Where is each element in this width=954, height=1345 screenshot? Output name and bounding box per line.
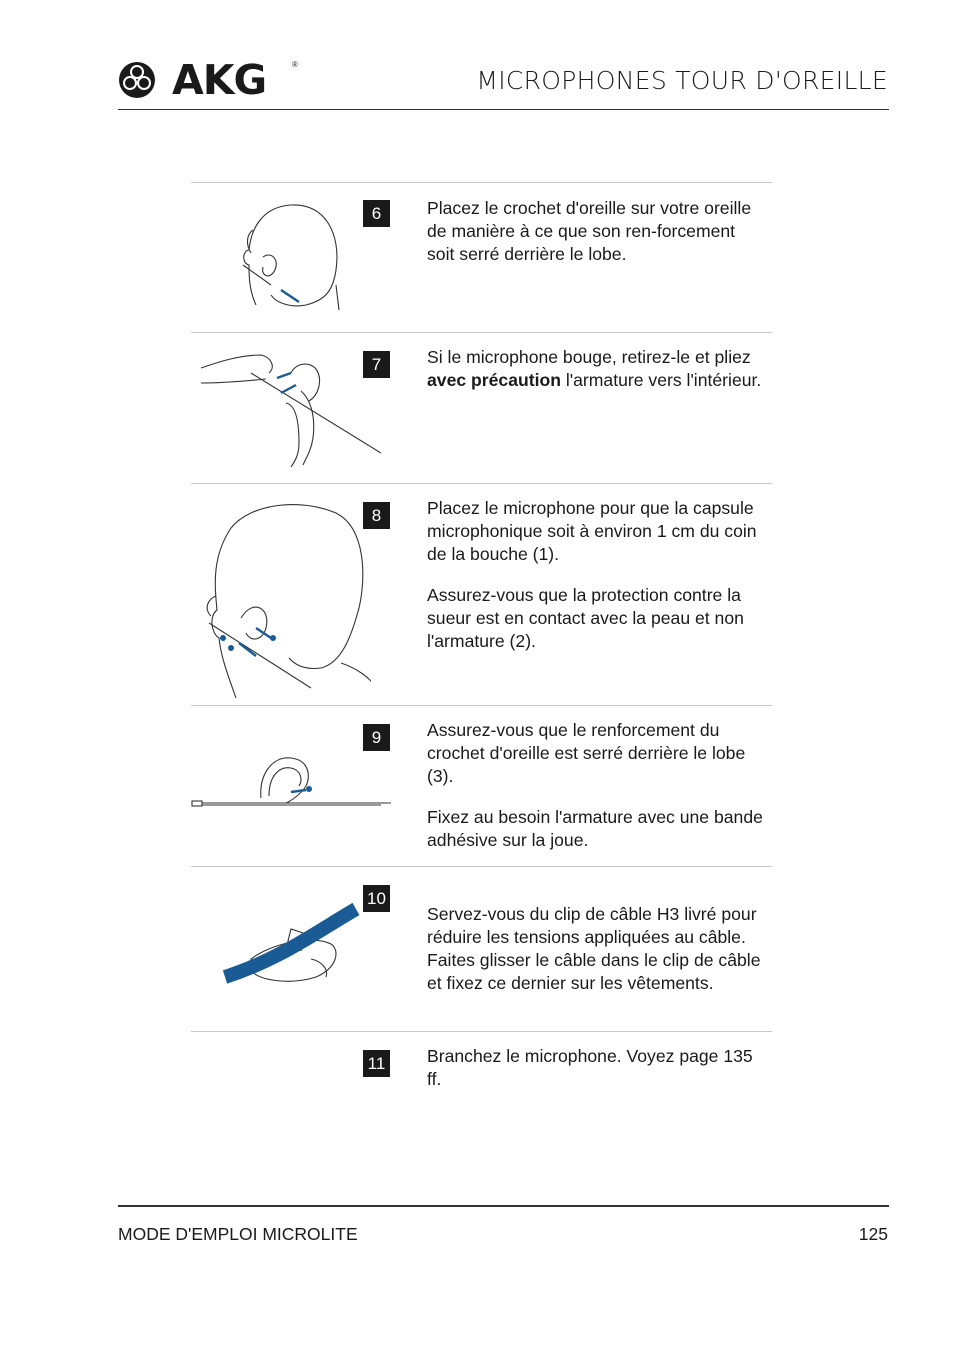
step-text <box>427 1045 767 1109</box>
step-text <box>427 719 767 870</box>
step-number-badge: 10 <box>363 885 390 912</box>
step-text <box>427 197 767 284</box>
step-paragraph: Assurez-vous que le renforcement du crochet d'oreille est serré derrière le lobe (3). <box>427 720 746 786</box>
step-number-badge: 9 <box>363 724 390 751</box>
step-paragraph: Placez le microphone pour que la capsule microphonique soit à environ 1 cm du coin de la bouche (1). <box>427 498 757 564</box>
step-paragraph: Placez le crochet d'oreille sur votre oreille de manière à ce que son ren-forcement soit serré derrière le lobe. <box>427 198 752 264</box>
step-text <box>427 497 767 671</box>
manual-title: MODE D'EMPLOI MICROLITE <box>118 1224 358 1244</box>
akg-emblem-icon <box>118 58 168 102</box>
step-8 <box>191 483 772 706</box>
step-paragraph: Branchez le microphone. Voyez page 135 ff. <box>427 1046 753 1089</box>
step-text <box>427 346 767 410</box>
page-title: MICROPHONES TOUR D'OREILLE <box>476 66 888 95</box>
step-7 <box>191 332 772 484</box>
step-10 <box>191 866 772 1032</box>
step-text-emphasis: avec précaution <box>427 370 561 390</box>
step-text <box>427 880 767 1036</box>
step-number-badge: 6 <box>363 200 390 227</box>
page-number: 125 <box>858 1224 888 1244</box>
ear-hook-side-view-illustration <box>191 746 391 816</box>
step-11 <box>191 1031 772 1122</box>
footer-divider <box>118 1205 889 1207</box>
step-paragraph: Assurez-vous que la protection contre la sueur est en contact avec la peau et non l'armature (2). <box>427 585 744 651</box>
registered-mark: ® <box>292 60 298 69</box>
cable-clip-illustration <box>191 889 371 999</box>
akg-logo <box>118 58 300 102</box>
step-text-end: l'armature vers l'intérieur. <box>560 370 762 390</box>
step-paragraph: Servez-vous du clip de câble H3 livré pour réduire les tensions appliquées au câble. Faites glisser le câble dans le clip de câble et fixez ce dernier sur les vêtements. <box>427 904 761 993</box>
step-text-start: Si le microphone bouge, retirez-le et pliez <box>427 347 751 367</box>
mic-positioning-illustration <box>191 498 371 703</box>
step-number-badge: 7 <box>363 351 390 378</box>
step-number-badge: 11 <box>363 1050 390 1077</box>
step-number-badge: 8 <box>363 502 390 529</box>
step-paragraph: Fixez au besoin l'armature avec une bande adhésive sur la joue. <box>427 807 763 850</box>
ear-hook-placement-illustration <box>191 195 351 325</box>
step-paragraph <box>427 346 767 392</box>
brand-name: AKG <box>172 56 267 104</box>
step-9 <box>191 705 772 867</box>
bending-wire-illustration <box>191 343 381 468</box>
step-6 <box>191 182 772 333</box>
header-divider <box>118 109 889 110</box>
